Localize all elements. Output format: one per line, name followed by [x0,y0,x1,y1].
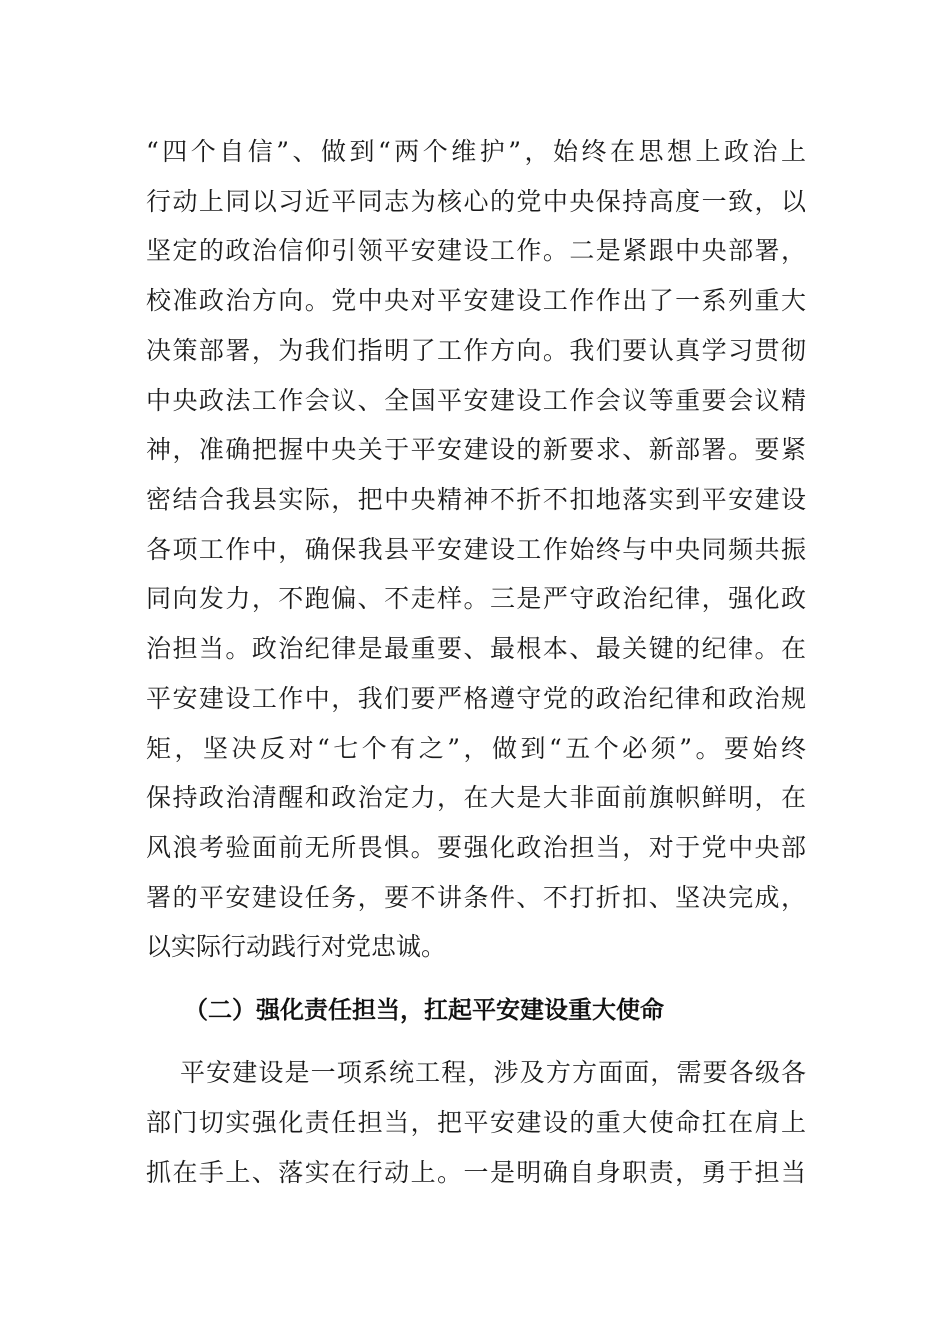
paragraph-line: 行动上同以习近平同志为核心的党中央保持高度一致，以 [146,187,806,216]
paragraph-line: 各项工作中，确保我县平安建设工作始终与中央同频共振 [146,535,806,564]
paragraph-line: 矩，坚决反对“七个有之”，做到“五个必须”。要始终 [146,734,806,763]
paragraph-line: 平安建设工作中，我们要严格遵守党的政治纪律和政治规 [146,684,806,713]
paragraph-line: 抓在手上、落实在行动上。一是明确自身职责，勇于担当 [146,1158,806,1187]
paragraph-line: 中央政法工作会议、全国平安建设工作会议等重要会议精 [146,386,806,415]
paragraph-line: 以实际行动践行对党忠诚。 [146,932,447,961]
paragraph-line: 坚定的政治信仰引领平安建设工作。二是紧跟中央部署， [146,236,806,265]
paragraph-line: 平安建设是一项系统工程，涉及方方面面，需要各级各 [180,1058,806,1087]
paragraph-line: 治担当。政治纪律是最重要、最根本、最关键的纪律。在 [146,634,806,663]
paragraph-line: 密结合我县实际，把中央精神不折不扣地落实到平安建设 [146,485,806,514]
paragraph-line: 署的平安建设任务，要不讲条件、不打折扣、坚决完成， [146,883,806,912]
paragraph-line: 风浪考验面前无所畏惧。要强化政治担当，对于党中央部 [146,833,806,862]
paragraph-line: 神，准确把握中央关于平安建设的新要求、新部署。要紧 [146,435,806,464]
paragraph-line: 保持政治清醒和政治定力，在大是大非面前旗帜鲜明，在 [146,783,806,812]
paragraph-line: 同向发力，不跑偏、不走样。三是严守政治纪律，强化政 [146,584,806,613]
paragraph-line: “四个自信”、做到“两个维护”，始终在思想上政治上 [146,137,806,166]
paragraph-line: 校准政治方向。党中央对平安建设工作作出了一系列重大 [146,286,806,315]
paragraph-line: 决策部署，为我们指明了工作方向。我们要认真学习贯彻 [146,336,806,365]
section-heading: （二）强化责任担当，扛起平安建设重大使命 [184,996,664,1024]
paragraph-line: 部门切实强化责任担当，把平安建设的重大使命扛在肩上 [146,1108,806,1137]
